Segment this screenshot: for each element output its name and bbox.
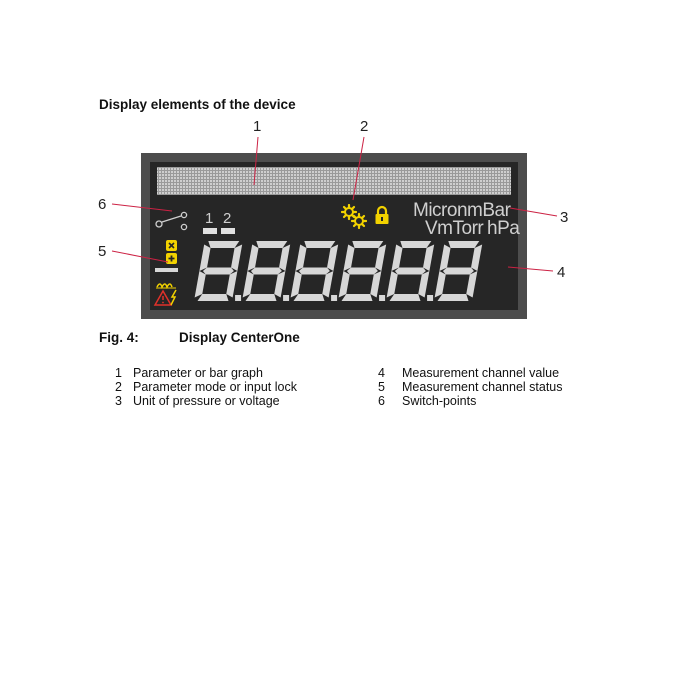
leader-line-2 (353, 137, 364, 200)
legend-item-5 (378, 380, 563, 394)
switch-point-1-label: 1 (205, 210, 213, 227)
legend-item-text: Measurement channel status (402, 380, 563, 394)
legend-item-3 (115, 394, 280, 408)
leader-line-1 (254, 137, 258, 185)
switch-point-2-label: 2 (223, 210, 231, 227)
legend-item-number: 3 (115, 394, 122, 408)
figure-label: Fig. 4: (99, 330, 139, 345)
unit-label-bottom-1: VmTorr (425, 218, 484, 239)
leader-line-3 (510, 208, 557, 216)
callout-5: 5 (98, 243, 107, 260)
unit-label-top: MicronmBar (413, 200, 511, 221)
figure-title: Display CenterOne (179, 330, 300, 345)
legend-item-6 (378, 394, 476, 408)
legend-item-2 (115, 380, 297, 394)
callout-1: 1 (253, 118, 262, 135)
legend-item-text: Switch-points (402, 394, 477, 408)
legend-item-number: 6 (378, 394, 385, 408)
callout-6: 6 (98, 196, 107, 213)
legend-item-text: Parameter or bar graph (133, 366, 263, 380)
legend-item-number: 2 (115, 380, 122, 394)
legend-item-number: 1 (115, 366, 122, 380)
leader-line-6 (112, 204, 172, 211)
unit-label-bottom-2: hPa (487, 218, 520, 239)
callout-2: 2 (360, 118, 369, 135)
diagram-heading: Display elements of the device (99, 97, 296, 112)
legend-item-1 (115, 366, 263, 380)
leader-line-4 (508, 267, 553, 271)
callout-3: 3 (560, 209, 569, 226)
legend-item-text: Unit of pressure or voltage (133, 394, 280, 408)
legend-item-text: Measurement channel value (402, 366, 560, 380)
leader-line-5 (112, 251, 168, 262)
legend-item-number: 5 (378, 380, 385, 394)
legend-item-text: Parameter mode or input lock (133, 380, 297, 394)
legend-item-number: 4 (378, 366, 385, 380)
legend-item-4 (378, 366, 559, 380)
callout-4: 4 (557, 264, 566, 281)
